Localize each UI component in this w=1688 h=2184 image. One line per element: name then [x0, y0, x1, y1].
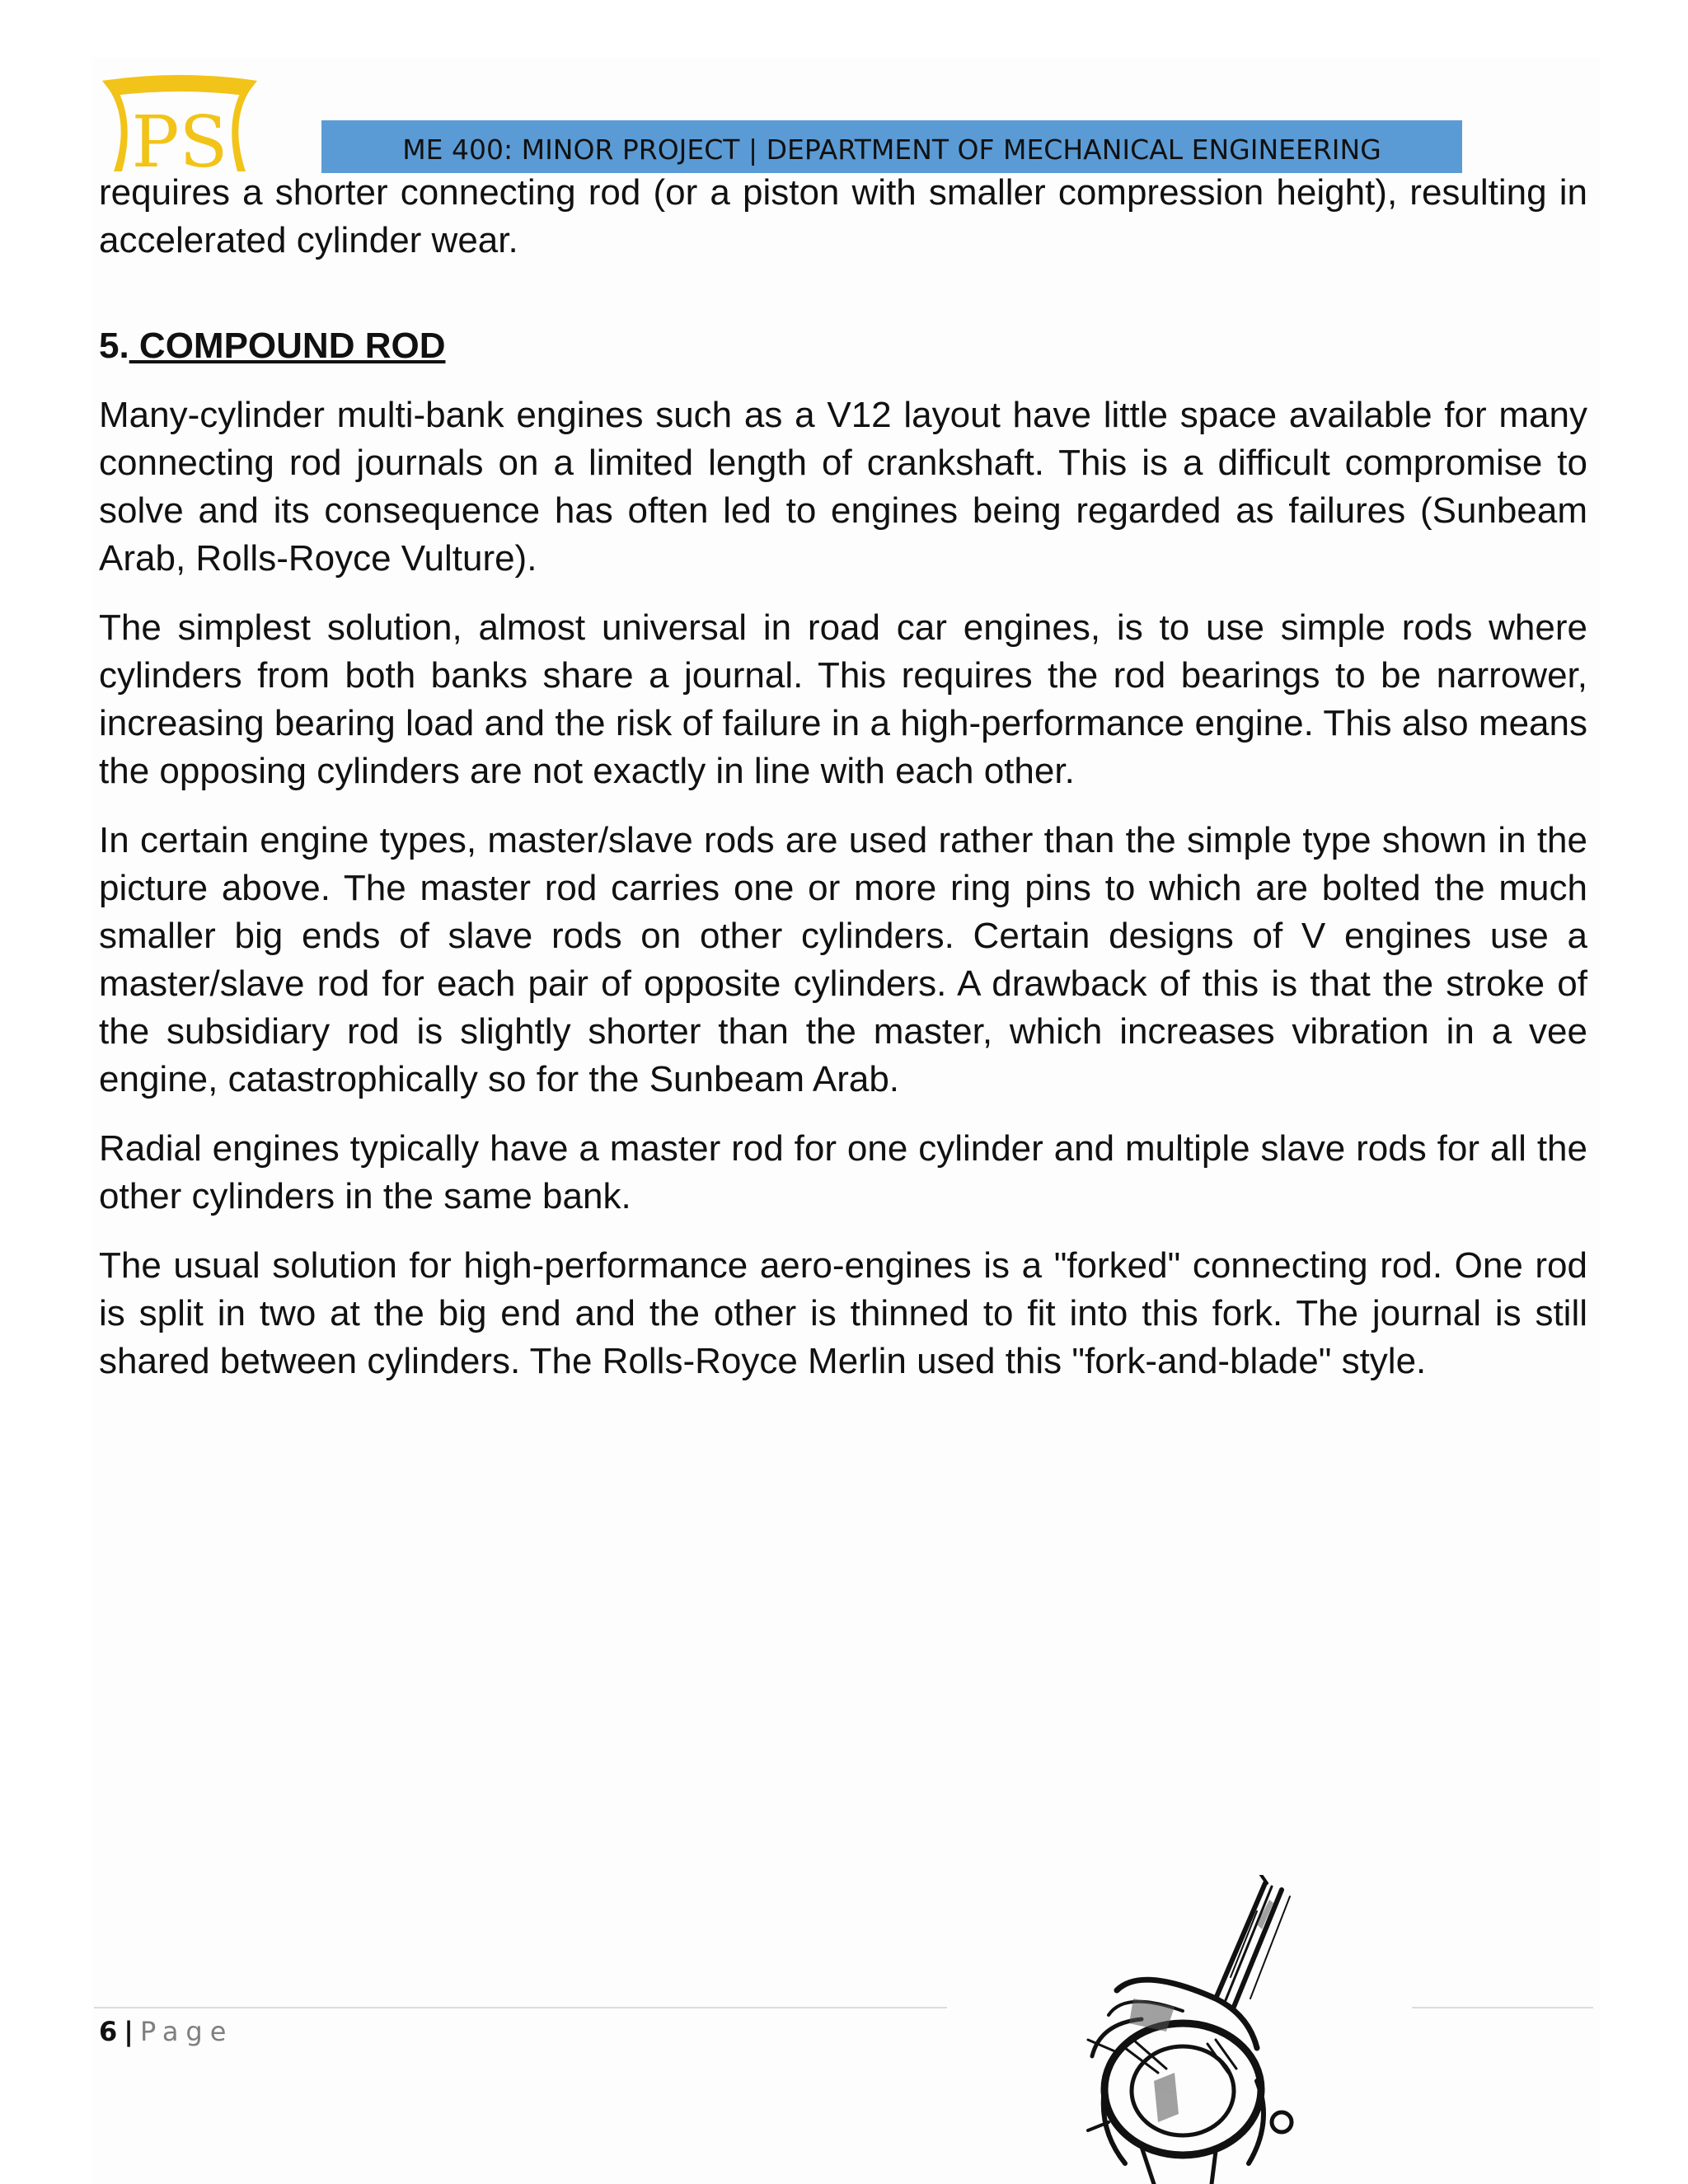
section-number: 5.: [99, 326, 129, 366]
paragraph: Many-cylinder multi-bank engines such as a V12 layout have little space available for many connecting rod journals on a limited length of crankshaft. This is a difficult compromise to solve and its consequence has often led to engines being regarded as failures (Sunbeam Arab, Rolls-Royce Vulture).: [99, 395, 1587, 579]
footer-divider: [94, 2007, 947, 2008]
section-title: COMPOUND ROD: [129, 326, 446, 366]
document-body: [99, 169, 1587, 1407]
logo-icon: [97, 73, 262, 176]
header-banner: ME 400: MINOR PROJECT | DEPARTMENT OF MECHANICAL ENGINEERING: [321, 120, 1462, 173]
paragraph: Radial engines typically have a master rod for one cylinder and multiple slave rods for all the other cylinders in the same bank.: [99, 1128, 1587, 1216]
page-label: Page: [139, 2016, 234, 2047]
footer-separator: |: [124, 2016, 134, 2047]
page-footer: [99, 2013, 233, 2050]
connecting-rod-drawing: [1010, 1875, 1356, 2184]
section-heading: [99, 322, 1587, 370]
paragraph: In certain engine types, master/slave rods are used rather than the simple type shown in the picture above. The master rod carries one or more ring pins to which are bolted the much smaller big ends of slave rods on other cylinders. Certain designs of V engines use a master/slave rod for each pair of opposite cylinders. A drawback of this is that the stroke of the subsidiary rod is slightly shorter than the master, which increases vibration in a vee engine, catastrophically so for the Sunbeam Arab.: [99, 820, 1587, 1099]
continuation-paragraph: requires a shorter connecting rod (or a piston with smaller compression height), resulting in accelerated cylinder wear.: [99, 172, 1587, 260]
paragraph: The simplest solution, almost universal in road car engines, is to use simple rods where cylinders from both banks share a journal. This requires the rod bearings to be narrower, increasing bearing load and the risk of failure in a high-performance engine. This also means the opposing cylinders are not exactly in line with each other.: [99, 607, 1587, 791]
logo-text: PS: [131, 101, 228, 176]
logo: [97, 73, 262, 176]
footer-divider: [1412, 2007, 1593, 2008]
paragraph: The usual solution for high-performance aero-engines is a "forked" connecting rod. One rod is split in two at the big end and the other is thinned to fit into this fork. The journal is still shared between cylinders. The Rolls-Royce Merlin used this "fork-and-blade" style.: [99, 1245, 1587, 1381]
page-number: 6: [99, 2016, 118, 2047]
connecting-rod-icon: [1010, 1875, 1356, 2184]
